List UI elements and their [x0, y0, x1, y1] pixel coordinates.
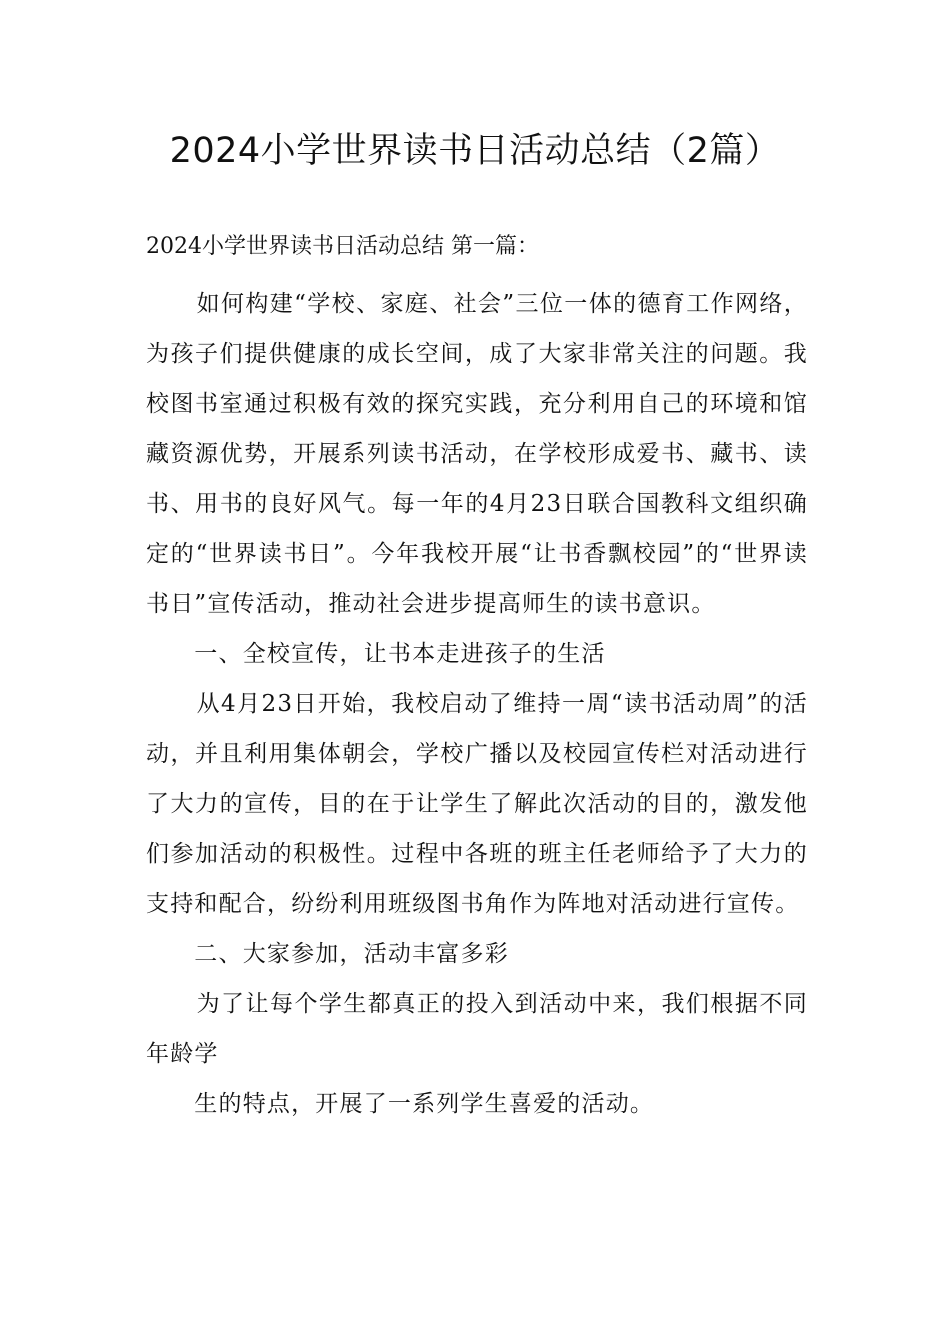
paragraph-continuation: 生的特点，开展了一系列学生喜爱的活动。 [194, 1091, 655, 1117]
document-title: 2024小学世界读书日活动总结（2篇） [169, 131, 781, 171]
document-body [146, 279, 808, 1129]
section-heading-2: 二、大家参加，活动丰富多彩 [194, 941, 509, 967]
paragraph-activities: 为了让每个学生都真正的投入到活动中来，我们根据不同年龄学 [146, 991, 808, 1067]
paragraph-intro: 如何构建“学校、家庭、社会”三位一体的德育工作网络，为孩子们提供健康的成长空间，成了大家非常关注的问题。我校图书室通过积极有效的探究实践，充分利用自己的环境和馆藏资源优势，开展系列读书活动，在学校形成爱书、藏书、读书、用书的良好风气。每一年的4月23日联合国教科文组织确定的“世界读书日”。今年我校开展“让书香飘校园”的“世界读书日”宣传活动，推动社会进步提高师生的读书意识。 [146, 291, 808, 617]
paragraph-promotion: 从4月23日开始，我校启动了维持一周“读书活动周”的活动，并且利用集体朝会，学校广播以及校园宣传栏对活动进行了大力的宣传，目的在于让学生了解此次活动的目的，激发他们参加活动的积极性。过程中各班的班主任老师给予了大力的支持和配合，纷纷利用班级图书角作为阵地对活动进行宣传。 [146, 691, 808, 917]
section-subtitle: 2024小学世界读书日活动总结 第一篇： [146, 234, 539, 259]
section-heading-1: 一、全校宣传，让书本走进孩子的生活 [194, 641, 606, 667]
